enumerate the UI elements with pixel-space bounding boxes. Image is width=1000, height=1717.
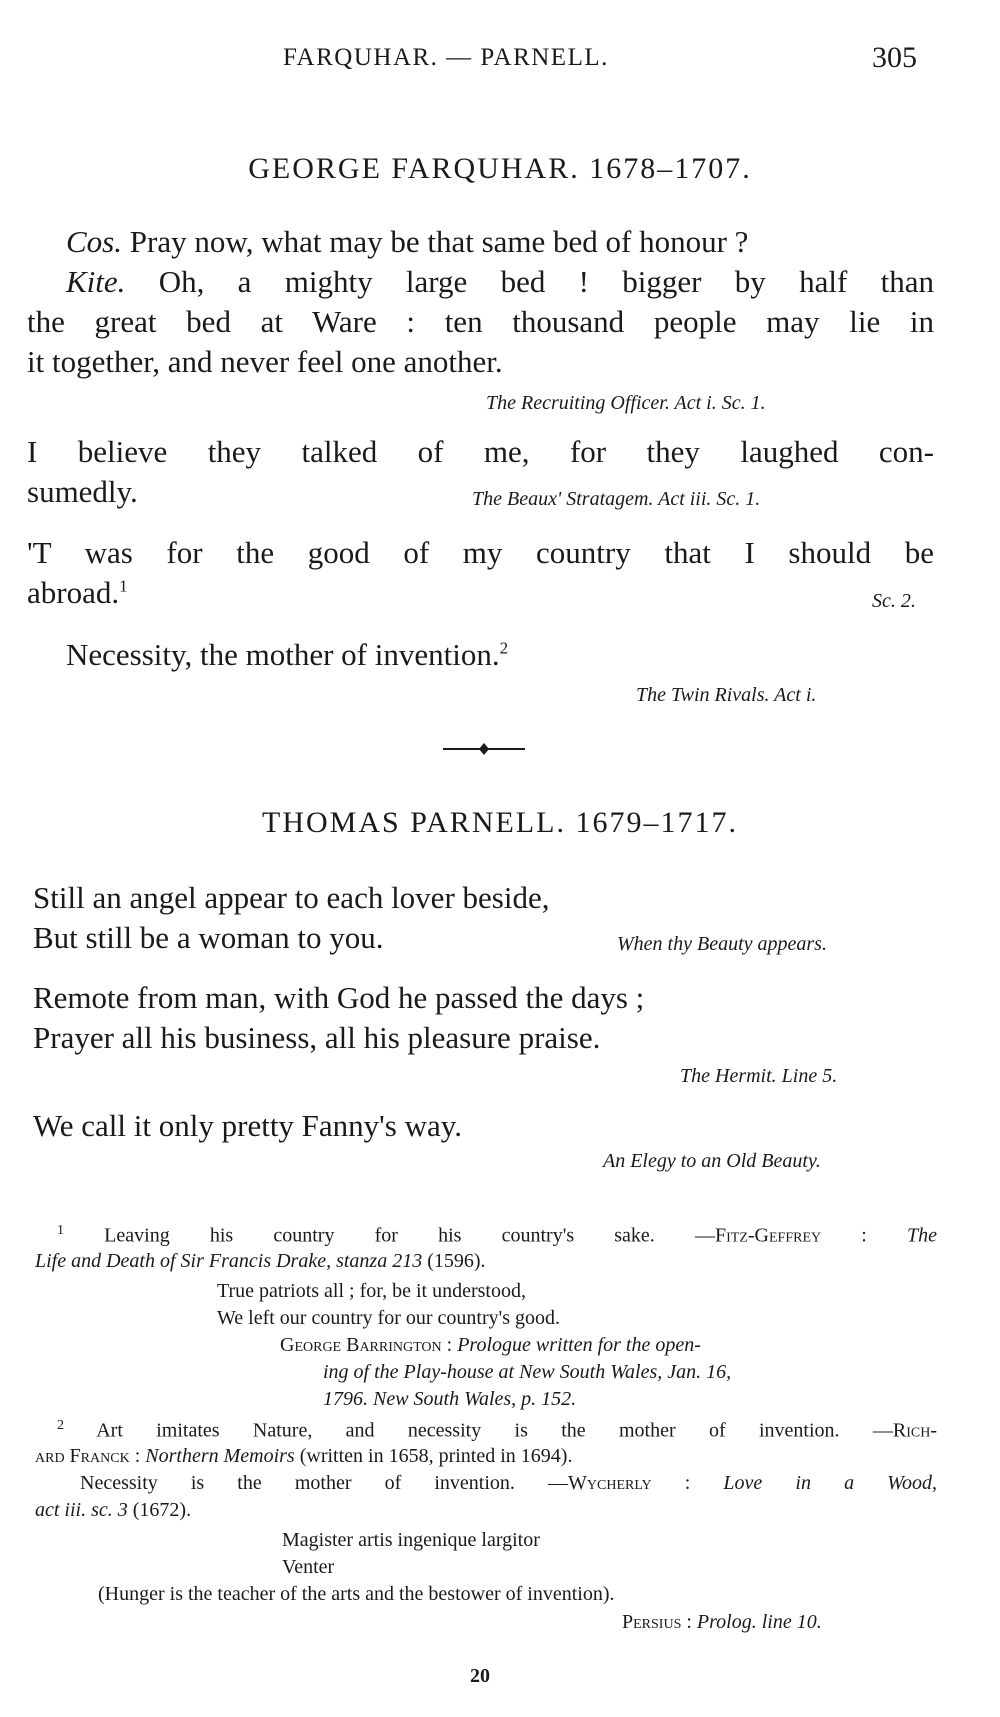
speaker-cos: Cos. (66, 224, 122, 259)
footnote-author-richard-franck: Rich- (892, 1419, 937, 1442)
farquhar-quote-1-source: The Recruiting Officer. Act i. Sc. 1. (486, 392, 766, 414)
parnell-quote-2-line-1: Remote from man, with God he passed the days ; (33, 980, 645, 1015)
footnote-1-line-1: $^1$ Leaving his country for his country's sake. —Fitz-Geffrey : The (57, 1223, 938, 1247)
parnell-quote-1-source: When thy Beauty appears. (617, 933, 827, 955)
farquhar-quote-1-line-4: it together, and never feel one another. (27, 344, 503, 379)
footnote-1-attribution-line-1: George Barrington : Prologue written for the open- (280, 1334, 701, 1356)
farquhar-quote-2-line-2: sumedly. (27, 474, 138, 509)
parnell-quote-1-line-1: Still an angel appear to each lover beside, (33, 880, 550, 915)
footnote-author-barrington: George Barrington (280, 1334, 442, 1356)
footnote-2-line-3: Necessity is the mother of invention. —Wycherly : Love in a Wood, (80, 1472, 938, 1494)
speaker-kite: Kite. (66, 264, 126, 299)
farquhar-quote-2-source: The Beaux' Stratagem. Act iii. Sc. 1. (472, 488, 761, 510)
parnell-quote-1-line-2: But still be a woman to you. (33, 920, 384, 955)
farquhar-quote-1-line-1: Cos. Pray now, what may be that same bed of honour ? (66, 224, 749, 259)
section-heading-farquhar: GEORGE FARQUHAR. 1678–1707. (248, 152, 752, 185)
footnote-ref-2: 2 (499, 638, 509, 658)
farquhar-quote-4-source: The Twin Rivals. Act i. (636, 684, 817, 706)
farquhar-quote-1-line-2: Kite. Oh, a mighty large bed ! bigger by half than (66, 264, 934, 299)
farquhar-quote-4-line-1: Necessity, the mother of invention.$^2$ (66, 637, 509, 672)
farquhar-quote-1-line-3: the great bed at Ware : ten thousand people may lie in (27, 304, 934, 339)
footnote-2-line-4: act iii. sc. 3 (1672). (35, 1499, 192, 1521)
footnote-author-persius: Persius (622, 1611, 682, 1633)
parnell-quote-3-line-1: We call it only pretty Fanny's way. (33, 1108, 462, 1143)
farquhar-quote-3-line-2: abroad.$^1$ (27, 575, 128, 610)
footnote-1-line-2: Life and Death of Sir Francis Drake, stanza 213 (1596). (35, 1250, 486, 1272)
parnell-quote-2-line-2: Prayer all his business, all his pleasure praise. (33, 1020, 601, 1055)
footnote-2-latin-2: Venter (282, 1556, 335, 1578)
footnote-2-line-1: $^2$ Art imitates Nature, and necessity is the mother of invention. —Rich- (57, 1418, 937, 1442)
footnote-1-attribution-line-3: 1796. New South Wales, p. 152. (323, 1388, 577, 1410)
section-heading-parnell: THOMAS PARNELL. 1679–1717. (262, 806, 738, 839)
footnote-2-line-2: ard Franck : Northern Memoirs (written in 1658, printed in 1694). (35, 1445, 573, 1467)
signature-mark: 20 (470, 1665, 490, 1687)
footnote-1-verse-2: We left our country for our country's good. (217, 1307, 561, 1329)
parnell-quote-3-source: An Elegy to an Old Beauty. (603, 1150, 821, 1172)
footnote-ref-1: 1 (119, 576, 128, 596)
parnell-quote-2-source: The Hermit. Line 5. (680, 1065, 838, 1087)
farquhar-quote-2-line-1: I believe they talked of me, for they laughed con- (27, 434, 934, 469)
farquhar-quote-3-line-1: 'T was for the good of my country that I should be (27, 535, 934, 570)
footnote-author-wycherly: Wycherly (568, 1472, 652, 1494)
footnote-2-translation: (Hunger is the teacher of the arts and the bestower of invention). (98, 1583, 615, 1605)
footnote-1-verse-1: True patriots all ; for, be it understood, (217, 1280, 526, 1302)
footnote-author-fitz-geffrey: Fitz-Geffrey (714, 1224, 822, 1247)
footnote-2-latin-1: Magister artis ingenique largitor (282, 1529, 540, 1551)
footnote-1-attribution-line-2: ing of the Play-house at New South Wales, Jan. 16, (323, 1361, 732, 1383)
farquhar-quote-3-source: Sc. 2. (872, 590, 916, 612)
running-title: FARQUHAR. — PARNELL. (283, 44, 609, 71)
page-number: 305 (872, 41, 917, 74)
ornament-divider (443, 742, 525, 756)
footnote-2-attribution: Persius : Prolog. line 10. (622, 1611, 822, 1633)
